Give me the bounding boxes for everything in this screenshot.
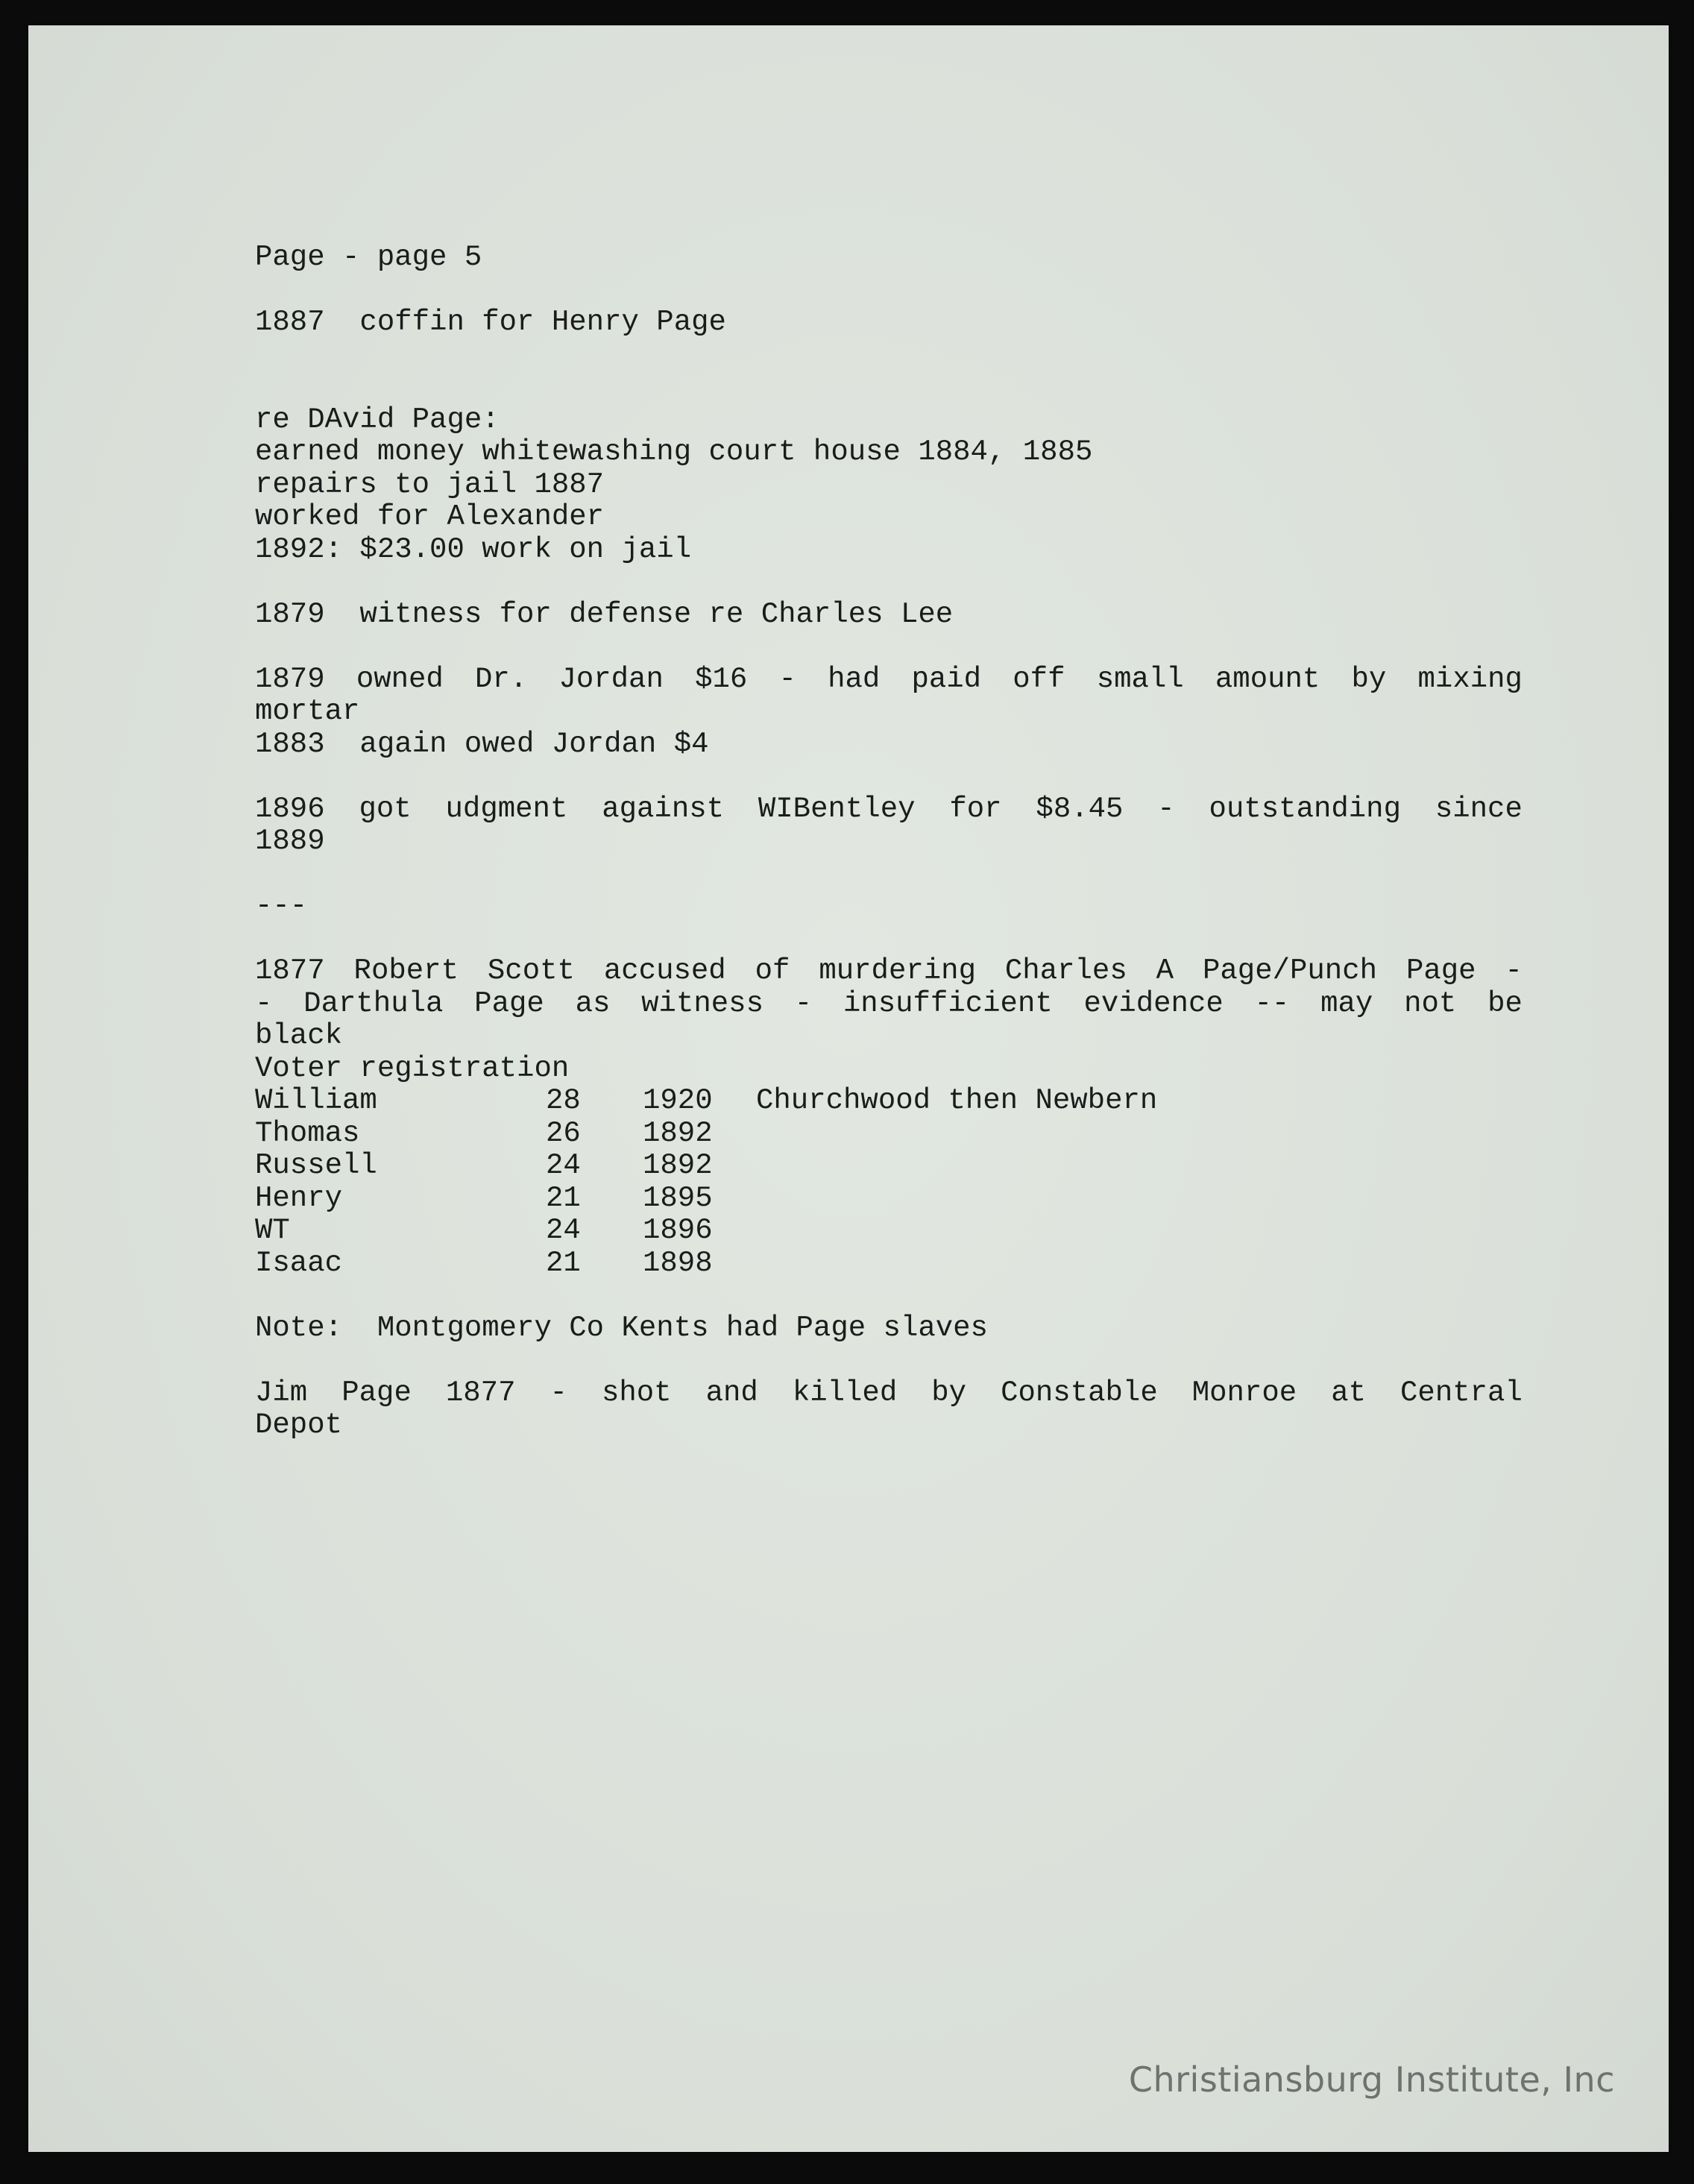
- voter-age: 24: [546, 1149, 581, 1182]
- word: Jordan: [558, 662, 664, 696]
- scott-line-1: [255, 955, 1523, 988]
- watermark: Christiansburg Institute, Inc: [1128, 2059, 1615, 2100]
- word: amount: [1215, 662, 1320, 696]
- jim-line-2: Depot: [255, 1409, 343, 1441]
- word: Page: [341, 1376, 412, 1409]
- voter-year: 1898: [643, 1246, 713, 1280]
- word: Scott: [487, 954, 575, 987]
- word: Robert: [353, 954, 459, 987]
- word: udgment: [445, 792, 568, 825]
- jim-line-1: [255, 1377, 1523, 1410]
- word: A: [1156, 954, 1174, 987]
- voter-name: Henry: [255, 1181, 343, 1215]
- word: 1879: [255, 662, 325, 696]
- word: at: [1331, 1376, 1367, 1409]
- david-line: 1892: $23.00 work on jail: [255, 532, 692, 566]
- word: murdering: [819, 954, 976, 987]
- word: WIBentley: [758, 792, 916, 825]
- typed-notes: [255, 242, 1523, 1442]
- word: -: [1157, 792, 1175, 825]
- voter-year: 1920: [643, 1084, 713, 1117]
- david-line: worked for Alexander: [255, 500, 605, 533]
- voter-name: Isaac: [255, 1246, 343, 1280]
- word: -: [550, 1376, 567, 1409]
- word: by: [931, 1376, 967, 1409]
- word: may: [1320, 986, 1373, 1020]
- witness-entry: 1879 witness for defense re Charles Lee: [255, 597, 954, 631]
- word: mixing: [1417, 662, 1523, 696]
- judgment-line-1: [255, 793, 1523, 826]
- jordan-line-2: mortar: [255, 695, 360, 728]
- word: of: [755, 954, 790, 987]
- word: 1877: [445, 1376, 516, 1409]
- word: Constable: [1001, 1376, 1158, 1409]
- voter-name: WT: [255, 1214, 290, 1247]
- word: Monroe: [1191, 1376, 1297, 1409]
- voter-row: [255, 1118, 1523, 1151]
- word: off: [1013, 662, 1065, 696]
- word: as: [575, 986, 611, 1020]
- voter-year: 1892: [643, 1116, 713, 1150]
- word: be: [1487, 986, 1523, 1020]
- coffin-entry: 1887 coffin for Henry Page: [255, 306, 726, 339]
- voter-age: 28: [546, 1084, 581, 1117]
- word: Page/Punch: [1202, 954, 1378, 987]
- word: 1896: [255, 792, 325, 825]
- word: paid: [911, 662, 982, 696]
- voter-heading: Voter registration: [255, 1051, 570, 1085]
- voter-row: [255, 1183, 1523, 1215]
- voter-age: 21: [546, 1181, 581, 1215]
- voter-year: 1895: [643, 1181, 713, 1215]
- voter-name: Russell: [255, 1149, 377, 1182]
- jordan-line-3: 1883 again owed Jordan $4: [255, 727, 709, 761]
- word: insufficient: [843, 986, 1053, 1020]
- voter-age: 21: [546, 1246, 581, 1280]
- word: -: [255, 986, 273, 1020]
- word: Central: [1400, 1376, 1523, 1409]
- word: witness: [641, 986, 763, 1020]
- word: shot: [601, 1376, 672, 1409]
- voter-row: [255, 1085, 1523, 1118]
- note-entry: Note: Montgomery Co Kents had Page slaves: [255, 1311, 988, 1344]
- voter-age: 26: [546, 1116, 581, 1150]
- word: 1877: [255, 954, 325, 987]
- voter-row: [255, 1150, 1523, 1183]
- voter-table: [255, 1085, 1523, 1280]
- word: since: [1435, 792, 1523, 825]
- voter-name: William: [255, 1084, 377, 1117]
- scott-line-3: black: [255, 1019, 343, 1052]
- word: outstanding: [1209, 792, 1401, 825]
- word: owned: [356, 662, 444, 696]
- word: accused: [603, 954, 726, 987]
- david-line: repairs to jail 1887: [255, 468, 605, 501]
- word: Charles: [1004, 954, 1127, 987]
- word: -: [794, 986, 813, 1020]
- word: -: [778, 662, 796, 696]
- word: evidence: [1083, 986, 1224, 1020]
- word: and: [705, 1376, 758, 1409]
- word: killed: [792, 1376, 898, 1409]
- voter-name: Thomas: [255, 1116, 360, 1150]
- jordan-line-1: [255, 664, 1523, 696]
- word: had: [828, 662, 881, 696]
- page-header: Page - page 5: [255, 241, 482, 274]
- judgment-line-2: 1889: [255, 825, 325, 857]
- word: Page: [1405, 954, 1476, 987]
- voter-age: 24: [546, 1214, 581, 1247]
- separator: ---: [255, 890, 308, 922]
- word: for: [949, 792, 1002, 825]
- word: $16: [695, 662, 748, 696]
- word: --: [1254, 986, 1290, 1020]
- voter-note: Churchwood then Newbern: [756, 1084, 1158, 1117]
- word: small: [1096, 662, 1184, 696]
- word: Jim: [255, 1376, 308, 1409]
- word: Dr.: [475, 662, 528, 696]
- voter-row: [255, 1215, 1523, 1247]
- david-line: earned money whitewashing court house 1884, 1885: [255, 435, 1093, 468]
- voter-year: 1896: [643, 1214, 713, 1247]
- voter-year: 1892: [643, 1149, 713, 1182]
- word: against: [602, 792, 725, 825]
- david-heading: re DAvid Page:: [255, 403, 500, 436]
- word: $8.45: [1036, 792, 1124, 825]
- word: not: [1404, 986, 1457, 1020]
- paper-sheet: [28, 25, 1669, 2152]
- word: Page: [474, 986, 544, 1020]
- word: -: [1505, 954, 1523, 987]
- word: by: [1351, 662, 1387, 696]
- scott-line-2: [255, 988, 1523, 1021]
- voter-row: [255, 1247, 1523, 1280]
- word: Darthula: [303, 986, 444, 1020]
- word: got: [359, 792, 412, 825]
